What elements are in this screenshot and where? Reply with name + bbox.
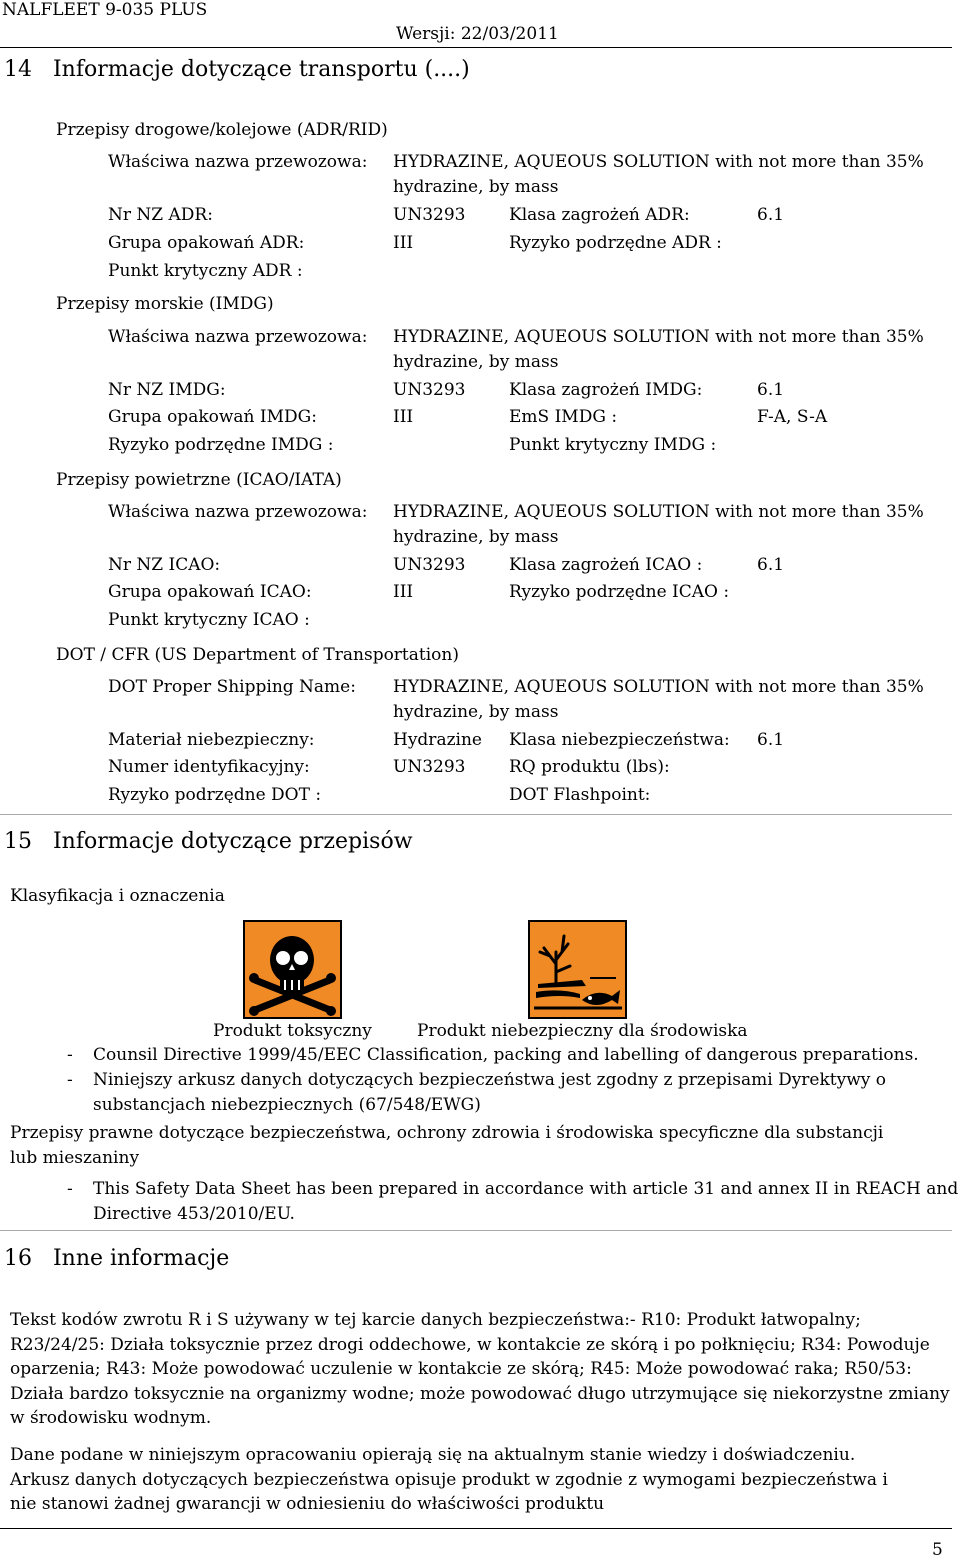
air-subsidiary-label: Ryzyko podrzędne ICAO : — [509, 582, 730, 602]
dot-class-value: 6.1 — [757, 730, 785, 750]
version-date: Wersji: 22/03/2011 — [396, 24, 559, 44]
reach-item-line1: This Safety Data Sheet has been prepared in accordance with article 31 and annex II in REACH and — [93, 1179, 959, 1199]
product-name: NALFLEET 9-035 PLUS — [2, 0, 208, 20]
header-rule — [0, 47, 952, 48]
risk-phrases-text: Tekst kodów zwrotu R i S używany w tej karcie danych bezpieczeństwa:- R10: Produkt łatwopalny; R23/24/25: Działa toksycznie przez drogi oddechowe, w kontakcie ze skórą i po połknięciu; R34: Powoduje oparzenia; R43: Może powodować uczulenie w kontakcie ze skórą; R45: Może powodować raka; R50/53: Działa bardzo toksycznie na organizmy wodne; może powodować długo utrzymujące się niekorzystne zmiany w środowisku wodnym. — [10, 1310, 950, 1428]
road-un-value: UN3293 — [393, 205, 466, 225]
directive-1999-item: Counsil Directive 1999/45/EEC Classification, packing and labelling of dangerous preparations. — [93, 1045, 919, 1065]
dead-tree-fish-icon — [528, 920, 627, 1019]
sea-ems-label: EmS IMDG : — [509, 407, 618, 427]
footer-rule — [0, 1528, 952, 1529]
dot-psn-label: DOT Proper Shipping Name: — [108, 677, 356, 697]
dot-psn-value-2: hydrazine, by mass — [393, 702, 559, 722]
sea-subsidiary-label: Ryzyko podrzędne IMDG : — [108, 435, 334, 455]
section-15-title: 15 Informacje dotyczące przepisów — [4, 829, 413, 854]
directive-67-item-line1: Niniejszy arkusz danych dotyczących bezpieczeństwa jest zgodny z przepisami Dyrektywy o — [93, 1070, 887, 1090]
road-subsidiary-label: Ryzyko podrzędne ADR : — [509, 233, 722, 253]
bullet-dash: - — [67, 1045, 73, 1065]
air-pg-label: Grupa opakowań ICAO: — [108, 582, 312, 602]
road-psn-value-1: HYDRAZINE, AQUEOUS SOLUTION with not more than 35% — [393, 152, 924, 172]
sea-class-value: 6.1 — [757, 380, 785, 400]
air-critical-label: Punkt krytyczny ICAO : — [108, 610, 310, 630]
sea-psn-label: Właściwa nazwa przewozowa: — [108, 327, 368, 347]
road-pg-value: III — [393, 233, 414, 253]
air-pg-value: III — [393, 582, 414, 602]
page-number: 5 — [932, 1540, 943, 1560]
sea-pg-label: Grupa opakowań IMDG: — [108, 407, 317, 427]
road-class-value: 6.1 — [757, 205, 785, 225]
sea-class-label: Klasa zagrożeń IMDG: — [509, 380, 703, 400]
dot-material-value: Hydrazine — [393, 730, 482, 750]
directive-67-item-line2: substancjach niebezpiecznych (67/548/EWG) — [93, 1095, 481, 1115]
road-psn-label: Właściwa nazwa przewozowa: — [108, 152, 368, 172]
reach-item-line2: Directive 453/2010/EU. — [93, 1204, 295, 1224]
section-16-title: 16 Inne informacje — [4, 1246, 230, 1271]
section-15-rule — [0, 814, 952, 815]
air-heading: Przepisy powietrzne (ICAO/IATA) — [56, 470, 342, 490]
road-pg-label: Grupa opakowań ADR: — [108, 233, 305, 253]
dot-id-label: Numer identyfikacyjny: — [108, 757, 310, 777]
sea-un-value: UN3293 — [393, 380, 466, 400]
air-un-label: Nr NZ ICAO: — [108, 555, 221, 575]
road-critical-label: Punkt krytyczny ADR : — [108, 261, 303, 281]
air-psn-value-2: hydrazine, by mass — [393, 527, 559, 547]
dot-flashpoint-label: DOT Flashpoint: — [509, 785, 651, 805]
section-14-title: 14 Informacje dotyczące transportu (....) — [4, 57, 470, 82]
sea-un-label: Nr NZ IMDG: — [108, 380, 226, 400]
dot-id-value: UN3293 — [393, 757, 466, 777]
dot-class-label: Klasa niebezpieczeństwa: — [509, 730, 730, 750]
air-psn-value-1: HYDRAZINE, AQUEOUS SOLUTION with not more than 35% — [393, 502, 924, 522]
road-class-label: Klasa zagrożeń ADR: — [509, 205, 690, 225]
sea-psn-value-2: hydrazine, by mass — [393, 352, 559, 372]
env-symbol-caption: Produkt niebezpieczny dla środowiska — [417, 1021, 748, 1041]
road-heading: Przepisy drogowe/kolejowe (ADR/RID) — [56, 120, 388, 140]
sea-psn-value-1: HYDRAZINE, AQUEOUS SOLUTION with not more than 35% — [393, 327, 924, 347]
dot-subsidiary-label: Ryzyko podrzędne DOT : — [108, 785, 322, 805]
sea-critical-label: Punkt krytyczny IMDG : — [509, 435, 717, 455]
road-un-label: Nr NZ ADR: — [108, 205, 213, 225]
sea-heading: Przepisy morskie (IMDG) — [56, 294, 274, 314]
section-16-rule — [0, 1230, 952, 1231]
skull-crossbones-icon — [243, 920, 342, 1019]
air-class-value: 6.1 — [757, 555, 785, 575]
bullet-dash: - — [67, 1070, 73, 1090]
road-psn-value-2: hydrazine, by mass — [393, 177, 559, 197]
dot-rq-label: RQ produktu (lbs): — [509, 757, 670, 777]
air-psn-label: Właściwa nazwa przewozowa: — [108, 502, 368, 522]
sea-pg-value: III — [393, 407, 414, 427]
air-class-label: Klasa zagrożeń ICAO : — [509, 555, 703, 575]
toxic-symbol-caption: Produkt toksyczny — [213, 1021, 372, 1041]
classification-heading: Klasyfikacja i oznaczenia — [10, 886, 225, 906]
sea-ems-value: F-A, S-A — [757, 407, 828, 427]
dot-material-label: Materiał niebezpieczny: — [108, 730, 315, 750]
air-un-value: UN3293 — [393, 555, 466, 575]
dot-psn-value-1: HYDRAZINE, AQUEOUS SOLUTION with not more than 35% — [393, 677, 924, 697]
dot-heading: DOT / CFR (US Department of Transportation) — [56, 645, 459, 665]
bullet-dash: - — [67, 1179, 73, 1199]
disclaimer-text: Dane podane w niniejszym opracowaniu opierają się na aktualnym stanie wiedzy i doświadczeniu. Arkusz danych dotyczących bezpieczeństwa opisuje produkt w zgodnie z wymogami bezpieczeństwa i nie stanowi żadnej gwarancji w odniesieniu do właściwości produktu — [10, 1445, 888, 1514]
specific-regulations-text: Przepisy prawne dotyczące bezpieczeństwa, ochrony zdrowia i środowiska specyficzne dla substancji lub mieszaniny — [10, 1123, 884, 1168]
